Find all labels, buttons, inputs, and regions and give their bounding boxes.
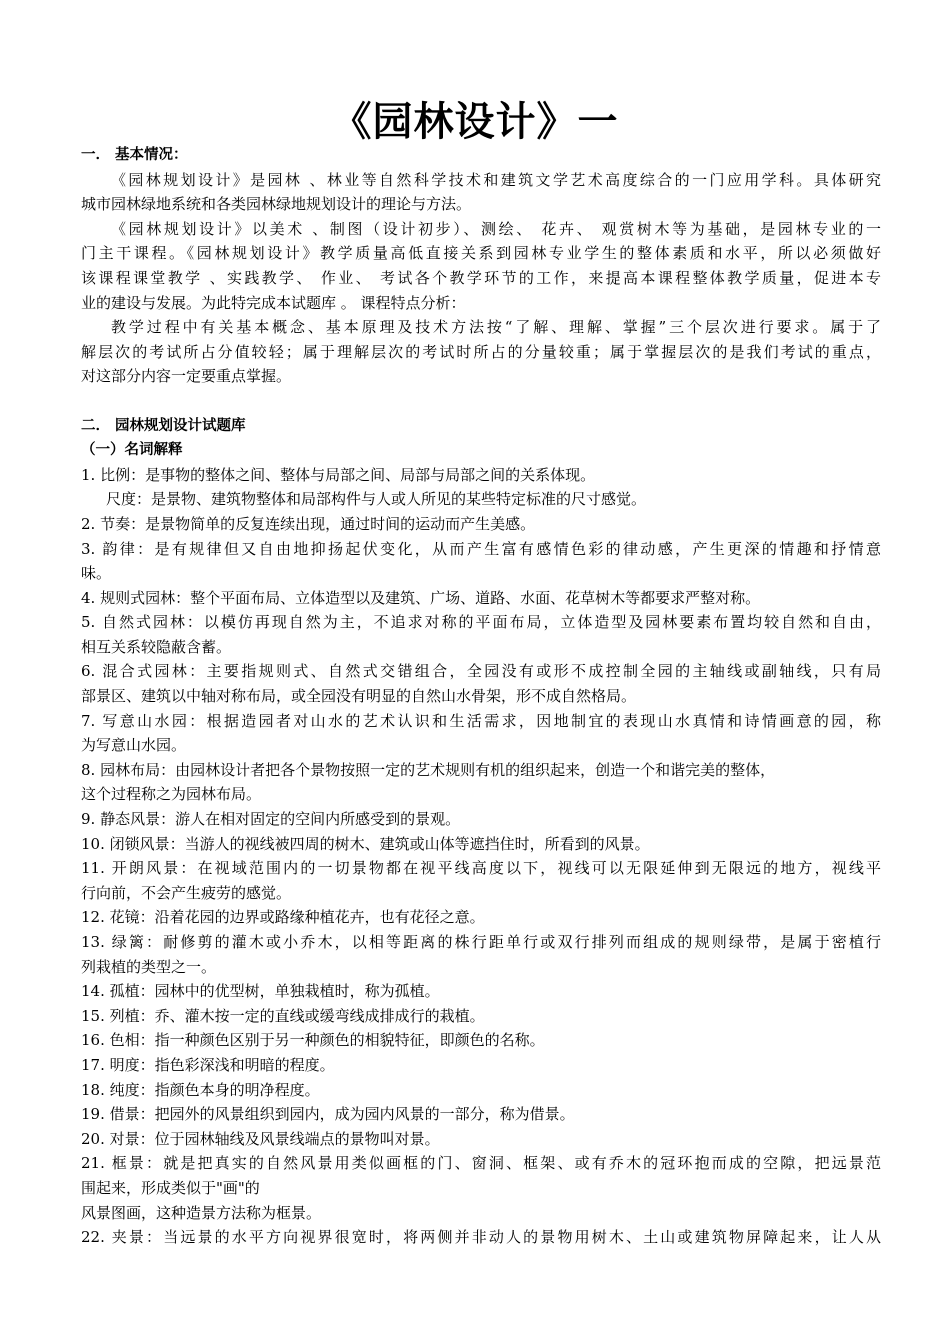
- text-line: 15. 列植：乔、灌木按一定的直线或缓弯线成排成行的栽植。: [81, 1006, 485, 1025]
- text-line: 门主干课程。《园林规划设计》教学质量高低直接关系到园林专业学生的整体素质和水平，所以必须做好: [81, 244, 881, 263]
- text-line: 对这部分内容一定要重点掌握。: [81, 367, 292, 386]
- text-line: 22. 夹景：当远景的水平方向视界很宽时，将两侧并非动人的景物用树木、土山或建筑物屏障起来，让人从: [81, 1228, 881, 1247]
- text-line: 10. 闭锁风景：当游人的视线被四周的树木、建筑或山体等遮挡住时，所看到的风景。: [81, 834, 650, 853]
- text-line: 21. 框景：就是把真实的自然风景用类似画框的门、窗洞、框架、或有乔木的冠环抱而成的空隙，把远景范: [81, 1154, 881, 1173]
- blank-line: [81, 389, 881, 414]
- text-line: 教学过程中有关基本概念、基本原理及技术方法按“了解、理解、掌握”三个层次进行要求。属于了: [111, 318, 881, 337]
- text-line: 12. 花镜：沿着花园的边界或路缘种植花卉，也有花径之意。: [81, 908, 485, 927]
- text-line: 5. 自然式园林：以模仿再现自然为主，不追求对称的平面布局，立体造型及园林要素布置均较自然和自由，: [81, 613, 881, 632]
- text-line: 13. 绿篱：耐修剪的灌木或小乔木，以相等距离的株行距单行或双行排列而组成的规则绿带，是属于密植行: [81, 933, 881, 951]
- section-heading: 一． 基本情况：: [81, 147, 188, 163]
- text-line: 城市园林绿地系统和各类园林绿地规划设计的理论与方法。: [81, 195, 472, 214]
- text-line: 7. 写意山水园：根据造园者对山水的艺术认识和生活需求，因地制宜的表现山水真情和诗情画意的园，称: [81, 711, 881, 730]
- text-line: 行向前，不会产生疲劳的感觉。: [81, 883, 292, 902]
- text-line: 部景区、建筑以中轴对称布局，或全园没有明显的自然山水骨架，形不成自然格局。: [81, 687, 637, 706]
- text-line: 14. 孤植：园林中的优型树，单独栽植时，称为孤植。: [81, 982, 440, 1001]
- text-line: 20. 对景：位于园林轴线及风景线端点的景物叫对景。: [81, 1129, 440, 1148]
- text-line: 6. 混合式园林：主要指规则式、自然式交错组合，全园没有或形不成控制全园的主轴线或副轴线，只有局: [81, 662, 881, 681]
- text-line: 16. 色相：指一种颜色区别于另一种颜色的相貌特征，即颜色的名称。: [81, 1031, 545, 1050]
- text-line: 解层次的考试所占分值较轻；属于理解层次的考试时所占的分量较重；属于掌握层次的是我们考试的重点，: [81, 342, 881, 361]
- text-line: 为写意山水园。: [81, 736, 187, 755]
- text-line: 这个过程称之为园林布局。: [81, 785, 262, 804]
- text-line: 《园林规划设计》是园林 、林业等自然科学技术和建筑文学艺术高度综合的一门应用学科。具体研究: [111, 170, 881, 189]
- section-heading: （一）名词解释: [81, 442, 183, 459]
- text-line: 2. 节奏：是景物简单的反复连续出现，通过时间的运动而产生美感。: [81, 514, 536, 533]
- document-body: [81, 143, 881, 1250]
- document-title: 《园林设计》一: [331, 99, 619, 145]
- text-line: 8. 园林布局：由园林设计者把各个景物按照一定的艺术规则有机的组织起来，创造一个和谐完美的整体，: [81, 760, 776, 779]
- text-line: 围起来，形成类似于"画"的: [81, 1178, 260, 1197]
- text-line: 味。: [81, 564, 112, 583]
- text-line: 相互关系较隐蔽含蓄。: [81, 637, 232, 656]
- text-line: 业的建设与发展。为此特完成本试题库 。 课程特点分析：: [81, 293, 466, 312]
- text-line: 《园林规划设计》以美术 、制图（设计初步）、测绘、 花卉、 观赏树木等为基础，是园林专业的一: [111, 219, 881, 238]
- text-line: 3. 韵律：是有规律但又自由地抑扬起伏变化，从而产生富有感情色彩的律动感，产生更深的情趣和抒情意: [81, 539, 881, 558]
- text-line: 18. 纯度：指颜色本身的明净程度。: [81, 1080, 320, 1099]
- text-line: 尺度：是景物、建筑物整体和局部构件与人或人所见的某些特定标准的尺寸感觉。: [106, 490, 647, 509]
- text-line: 4. 规则式园林：整个平面布局、立体造型以及建筑、广场、道路、水面、花草树木等都要求严整对称。: [81, 588, 761, 607]
- text-line: 风景图画，这种造景方法称为框景。: [81, 1203, 322, 1222]
- section-heading: 二． 园林规划设计试题库: [81, 417, 246, 434]
- text-line: 9. 静态风景：游人在相对固定的空间内所感受到的景观。: [81, 810, 461, 829]
- text-line: 19. 借景：把园外的风景组织到园内，成为园内风景的一部分，称为借景。: [81, 1105, 575, 1124]
- text-line: 1. 比例：是事物的整体之间、整体与局部之间、局部与局部之间的关系体现。: [81, 465, 596, 484]
- text-line: 11. 开朗风景：在视域范围内的一切景物都在视平线高度以下，视线可以无限延伸到无限远的地方，视线平: [81, 859, 881, 878]
- text-line: 列栽植的类型之一。: [81, 957, 217, 976]
- text-line: 该课程课堂教学 、实践教学、 作业、 考试各个教学环节的工作，来提高本课程整体教学质量，促进本专: [81, 268, 881, 287]
- text-line: 17. 明度：指色彩深浅和明暗的程度。: [81, 1055, 335, 1074]
